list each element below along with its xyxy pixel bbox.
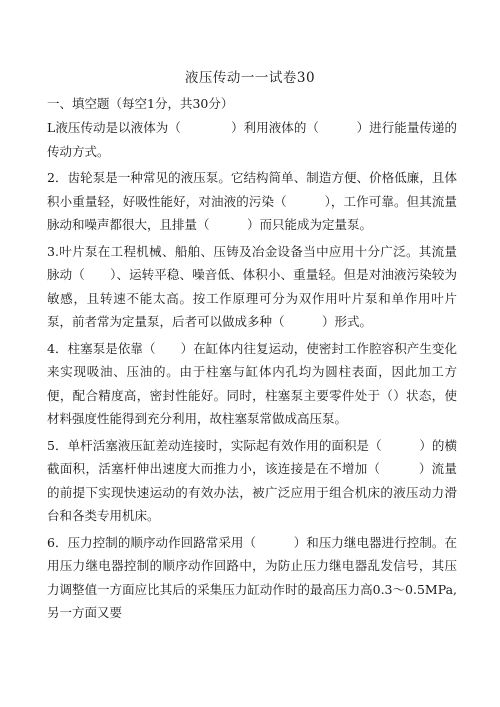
question-3: 3.叶片泵在工程机械、船舶、压铸及冶金设备当中应用十分广泛。其流量脉动（ ）、运转平稳、噪音低、体积小、重量轻。但是对油液污染较为敏感，且转速不能太高。按工作原理可分为双作用叶片泵和单作用叶片泵，前者常为定量泵，后者可以做成多种（ ）形式。 bbox=[47, 243, 457, 329]
page-title: 液压传动一一试卷30 bbox=[184, 70, 316, 86]
question-5: 5．单杆活塞液压缸差动连接时，实际起有效作用的面积是（ ）的横截面积，活塞杆伸出速度大而推力小，该连接是在不增加（ ）流量的前提下实现快速运动的有效办法，被广泛应用于组合机床的液压动力滑台和各类专用机床。 bbox=[47, 437, 457, 523]
section-heading: 一、填空题（每空1分，共30分） bbox=[47, 96, 234, 111]
question-1: L液压传动是以液体为（ ）利用液体的（ ）进行能量传递的传动方式。 bbox=[47, 120, 457, 159]
question-6: 6．压力控制的顺序动作回路常采用（ ）和压力继电器进行控制。在用压力继电器控制的顺序动作回路中，为防止压力继电器乱发信号，其压力调整值一方面应比其后的采集压力缸动作时的最高压力高0.3～0.5MPa,另一方面又要 bbox=[47, 534, 457, 620]
question-list bbox=[47, 116, 457, 628]
question-2: 2．齿轮泵是一种常见的液压泵。它结构简单、制造方便、价格低廉，且体积小重量轻，好吸性能好，对油液的污染（ ），工作可靠。但其流量脉动和噪声都很大，且排量（ ）而只能成为定量泵。 bbox=[47, 170, 457, 232]
question-4: 4．柱塞泵是依靠（ ）在缸体内往复运动，使密封工作腔容积产生变化来实现吸油、压油的。由于柱塞与缸体内孔均为圆柱表面，因此加工方便，配合精度高，密封性能好。同时，柱塞泵主要零件处于（）状态，使材料强度性能得到充分利用，故柱塞泵常做成高压泵。 bbox=[47, 340, 457, 426]
